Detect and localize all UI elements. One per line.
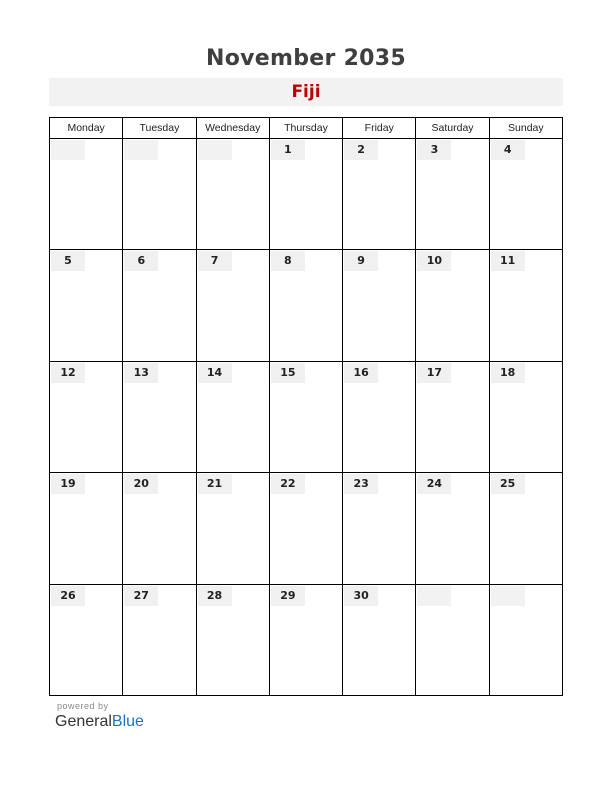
day-number: 16 xyxy=(344,363,378,383)
day-number: 1 xyxy=(271,140,305,160)
day-cell xyxy=(489,362,562,472)
day-cell xyxy=(415,139,488,249)
day-cell xyxy=(415,362,488,472)
calendar-grid xyxy=(49,117,563,696)
weekday-header-friday: Friday xyxy=(342,118,415,138)
day-cell xyxy=(415,585,488,696)
empty-day-label xyxy=(51,140,85,160)
week-row xyxy=(50,473,562,584)
weekday-header-row xyxy=(50,118,562,139)
day-cell xyxy=(342,139,415,249)
country-label: Fiji xyxy=(49,78,563,106)
day-cell xyxy=(196,139,269,249)
brand-general-text: General xyxy=(55,713,112,730)
week-row xyxy=(50,139,562,250)
day-cell xyxy=(50,139,122,249)
day-cell xyxy=(196,473,269,583)
empty-day-label xyxy=(198,140,232,160)
day-number: 30 xyxy=(344,586,378,606)
day-cell xyxy=(489,139,562,249)
day-number: 2 xyxy=(344,140,378,160)
day-cell xyxy=(342,250,415,360)
day-cell xyxy=(122,473,195,583)
day-cell xyxy=(269,585,342,696)
week-row xyxy=(50,250,562,361)
day-cell xyxy=(196,362,269,472)
day-cell xyxy=(489,585,562,696)
weekday-header-thursday: Thursday xyxy=(269,118,342,138)
day-number: 26 xyxy=(51,586,85,606)
day-number: 13 xyxy=(124,363,158,383)
day-number: 7 xyxy=(198,251,232,271)
day-cell xyxy=(269,139,342,249)
day-number: 21 xyxy=(198,474,232,494)
week-row xyxy=(50,362,562,473)
day-cell xyxy=(269,362,342,472)
day-number: 12 xyxy=(51,363,85,383)
brand-blue-text: Blue xyxy=(111,713,144,730)
day-cell xyxy=(269,250,342,360)
day-cell xyxy=(415,250,488,360)
empty-day-label xyxy=(417,586,451,606)
day-cell xyxy=(122,250,195,360)
day-cell xyxy=(122,585,195,696)
weekday-header-saturday: Saturday xyxy=(415,118,488,138)
empty-day-label xyxy=(491,586,525,606)
day-cell xyxy=(50,473,122,583)
day-number: 17 xyxy=(417,363,451,383)
day-cell xyxy=(415,473,488,583)
day-number: 23 xyxy=(344,474,378,494)
day-cell xyxy=(489,473,562,583)
weekday-header-sunday: Sunday xyxy=(489,118,562,138)
day-cell xyxy=(269,473,342,583)
day-cell xyxy=(50,362,122,472)
day-number: 6 xyxy=(124,251,158,271)
day-cell xyxy=(342,473,415,583)
day-cell xyxy=(196,585,269,696)
day-number: 3 xyxy=(417,140,451,160)
day-number: 9 xyxy=(344,251,378,271)
day-number: 27 xyxy=(124,586,158,606)
empty-day-label xyxy=(124,140,158,160)
day-number: 14 xyxy=(198,363,232,383)
day-number: 20 xyxy=(124,474,158,494)
day-cell xyxy=(50,250,122,360)
day-number: 5 xyxy=(51,251,85,271)
day-cell xyxy=(196,250,269,360)
day-number: 22 xyxy=(271,474,305,494)
day-cell xyxy=(342,362,415,472)
day-number: 8 xyxy=(271,251,305,271)
day-number: 25 xyxy=(491,474,525,494)
week-row xyxy=(50,585,562,696)
powered-by-text: powered by xyxy=(57,701,109,711)
day-cell xyxy=(122,362,195,472)
day-number: 11 xyxy=(491,251,525,271)
day-number: 18 xyxy=(491,363,525,383)
weekday-header-wednesday: Wednesday xyxy=(196,118,269,138)
calendar-title: November 2035 xyxy=(205,46,407,71)
day-number: 24 xyxy=(417,474,451,494)
day-number: 4 xyxy=(491,140,525,160)
day-cell xyxy=(122,139,195,249)
day-cell xyxy=(342,585,415,696)
day-number: 28 xyxy=(198,586,232,606)
day-number: 15 xyxy=(271,363,305,383)
day-cell xyxy=(50,585,122,696)
weeks-container xyxy=(50,139,562,696)
weekday-header-tuesday: Tuesday xyxy=(122,118,195,138)
day-number: 29 xyxy=(271,586,305,606)
day-number: 10 xyxy=(417,251,451,271)
day-number: 19 xyxy=(51,474,85,494)
brand-logo xyxy=(55,713,144,731)
weekday-header-monday: Monday xyxy=(67,122,105,134)
day-cell xyxy=(489,250,562,360)
